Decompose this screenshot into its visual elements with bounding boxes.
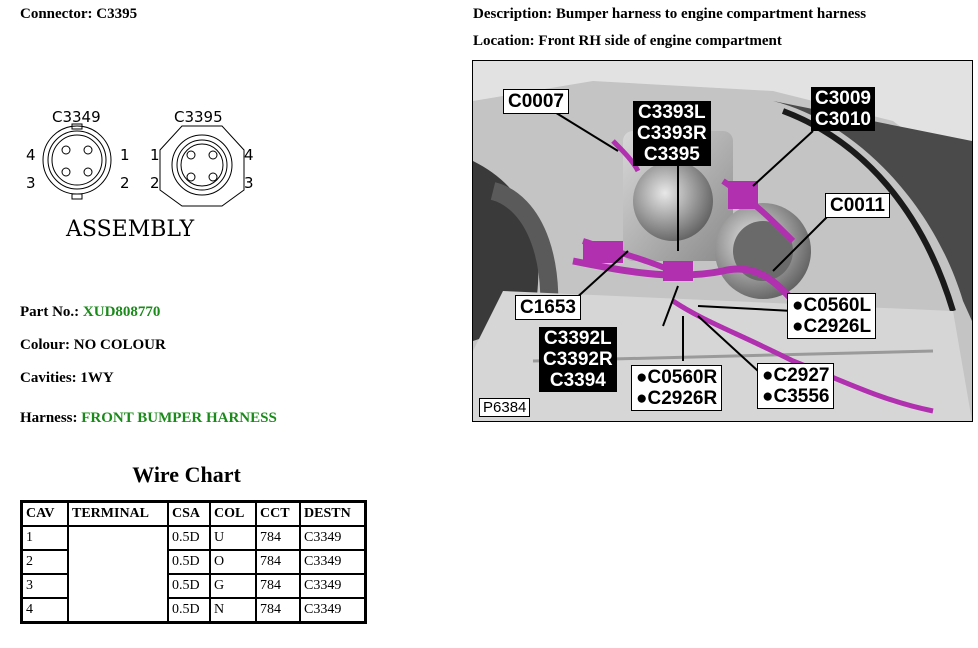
column-header: TERMINAL bbox=[68, 502, 168, 527]
table-cell: 1 bbox=[22, 526, 69, 550]
table-cell: N bbox=[210, 598, 256, 623]
right-pin-3: 3 bbox=[244, 174, 254, 192]
callout-c2927: ●C2927 ●C3556 bbox=[757, 363, 834, 409]
assembly-caption: ASSEMBLY bbox=[66, 217, 195, 242]
table-cell: 0.5D bbox=[168, 526, 210, 550]
left-connector-label: C3349 bbox=[52, 108, 101, 126]
column-header: COL bbox=[210, 502, 256, 527]
engine-compartment-image bbox=[472, 60, 973, 422]
left-pin-1: 1 bbox=[120, 146, 130, 164]
colour-row: Colour: NO COLOUR bbox=[20, 337, 166, 353]
callout-c3392: C3392L C3392R C3394 bbox=[539, 327, 617, 392]
table-cell: 4 bbox=[22, 598, 69, 623]
table-cell: O bbox=[210, 550, 256, 574]
description-heading: Description: Bumper harness to engine compartment harness bbox=[473, 6, 867, 22]
column-header: DESTN bbox=[300, 502, 366, 527]
left-pin-4: 4 bbox=[26, 146, 36, 164]
connector-heading: Connector: C3395 bbox=[20, 6, 138, 22]
table-cell: 0.5D bbox=[168, 550, 210, 574]
table-cell: 0.5D bbox=[168, 598, 210, 623]
callout-c1653: C1653 bbox=[515, 295, 581, 320]
callout-c0011: C0011 bbox=[825, 193, 890, 218]
connector-face-diagram bbox=[22, 100, 252, 250]
image-reference-id: P6384 bbox=[479, 398, 530, 417]
table-cell: G bbox=[210, 574, 256, 598]
table-cell: U bbox=[210, 526, 256, 550]
table-cell: C3349 bbox=[300, 574, 366, 598]
table-cell: C3349 bbox=[300, 550, 366, 574]
wire-chart-table bbox=[20, 500, 367, 624]
callout-c0007: C0007 bbox=[503, 89, 569, 114]
table-cell: 784 bbox=[256, 526, 300, 550]
terminal-cell bbox=[68, 526, 168, 623]
left-pin-2: 2 bbox=[120, 174, 130, 192]
right-pin-4: 4 bbox=[244, 146, 254, 164]
table-cell: 784 bbox=[256, 598, 300, 623]
table-cell: 3 bbox=[22, 574, 69, 598]
callout-c3393: C3393L C3393R C3395 bbox=[633, 101, 711, 166]
part-number-row: Part No.: XUD808770 bbox=[20, 304, 161, 320]
location-heading: Location: Front RH side of engine compartment bbox=[473, 33, 782, 49]
column-header: CSA bbox=[168, 502, 210, 527]
table-cell: C3349 bbox=[300, 598, 366, 623]
callout-c3009: C3009 C3010 bbox=[811, 87, 875, 131]
left-pin-3: 3 bbox=[26, 174, 36, 192]
table-cell: C3349 bbox=[300, 526, 366, 550]
right-connector-label: C3395 bbox=[174, 108, 223, 126]
table-cell: 0.5D bbox=[168, 574, 210, 598]
part-number-link[interactable]: XUD808770 bbox=[82, 304, 161, 320]
table-cell: 784 bbox=[256, 574, 300, 598]
cavities-row: Cavities: 1WY bbox=[20, 370, 114, 386]
column-header: CCT bbox=[256, 502, 300, 527]
table-header-row bbox=[22, 502, 366, 527]
column-header: CAV bbox=[22, 502, 69, 527]
table-cell: 2 bbox=[22, 550, 69, 574]
wire-chart-title: Wire Chart bbox=[132, 462, 241, 487]
harness-row: Harness: FRONT BUMPER HARNESS bbox=[20, 410, 277, 426]
right-pin-2: 2 bbox=[150, 174, 160, 192]
table-row bbox=[22, 526, 366, 550]
callout-c0560r: ●C0560R ●C2926R bbox=[631, 365, 722, 411]
harness-link[interactable]: FRONT BUMPER HARNESS bbox=[81, 410, 277, 426]
table-cell: 784 bbox=[256, 550, 300, 574]
callout-c0560l: ●C0560L ●C2926L bbox=[787, 293, 876, 339]
right-pin-1: 1 bbox=[150, 146, 160, 164]
